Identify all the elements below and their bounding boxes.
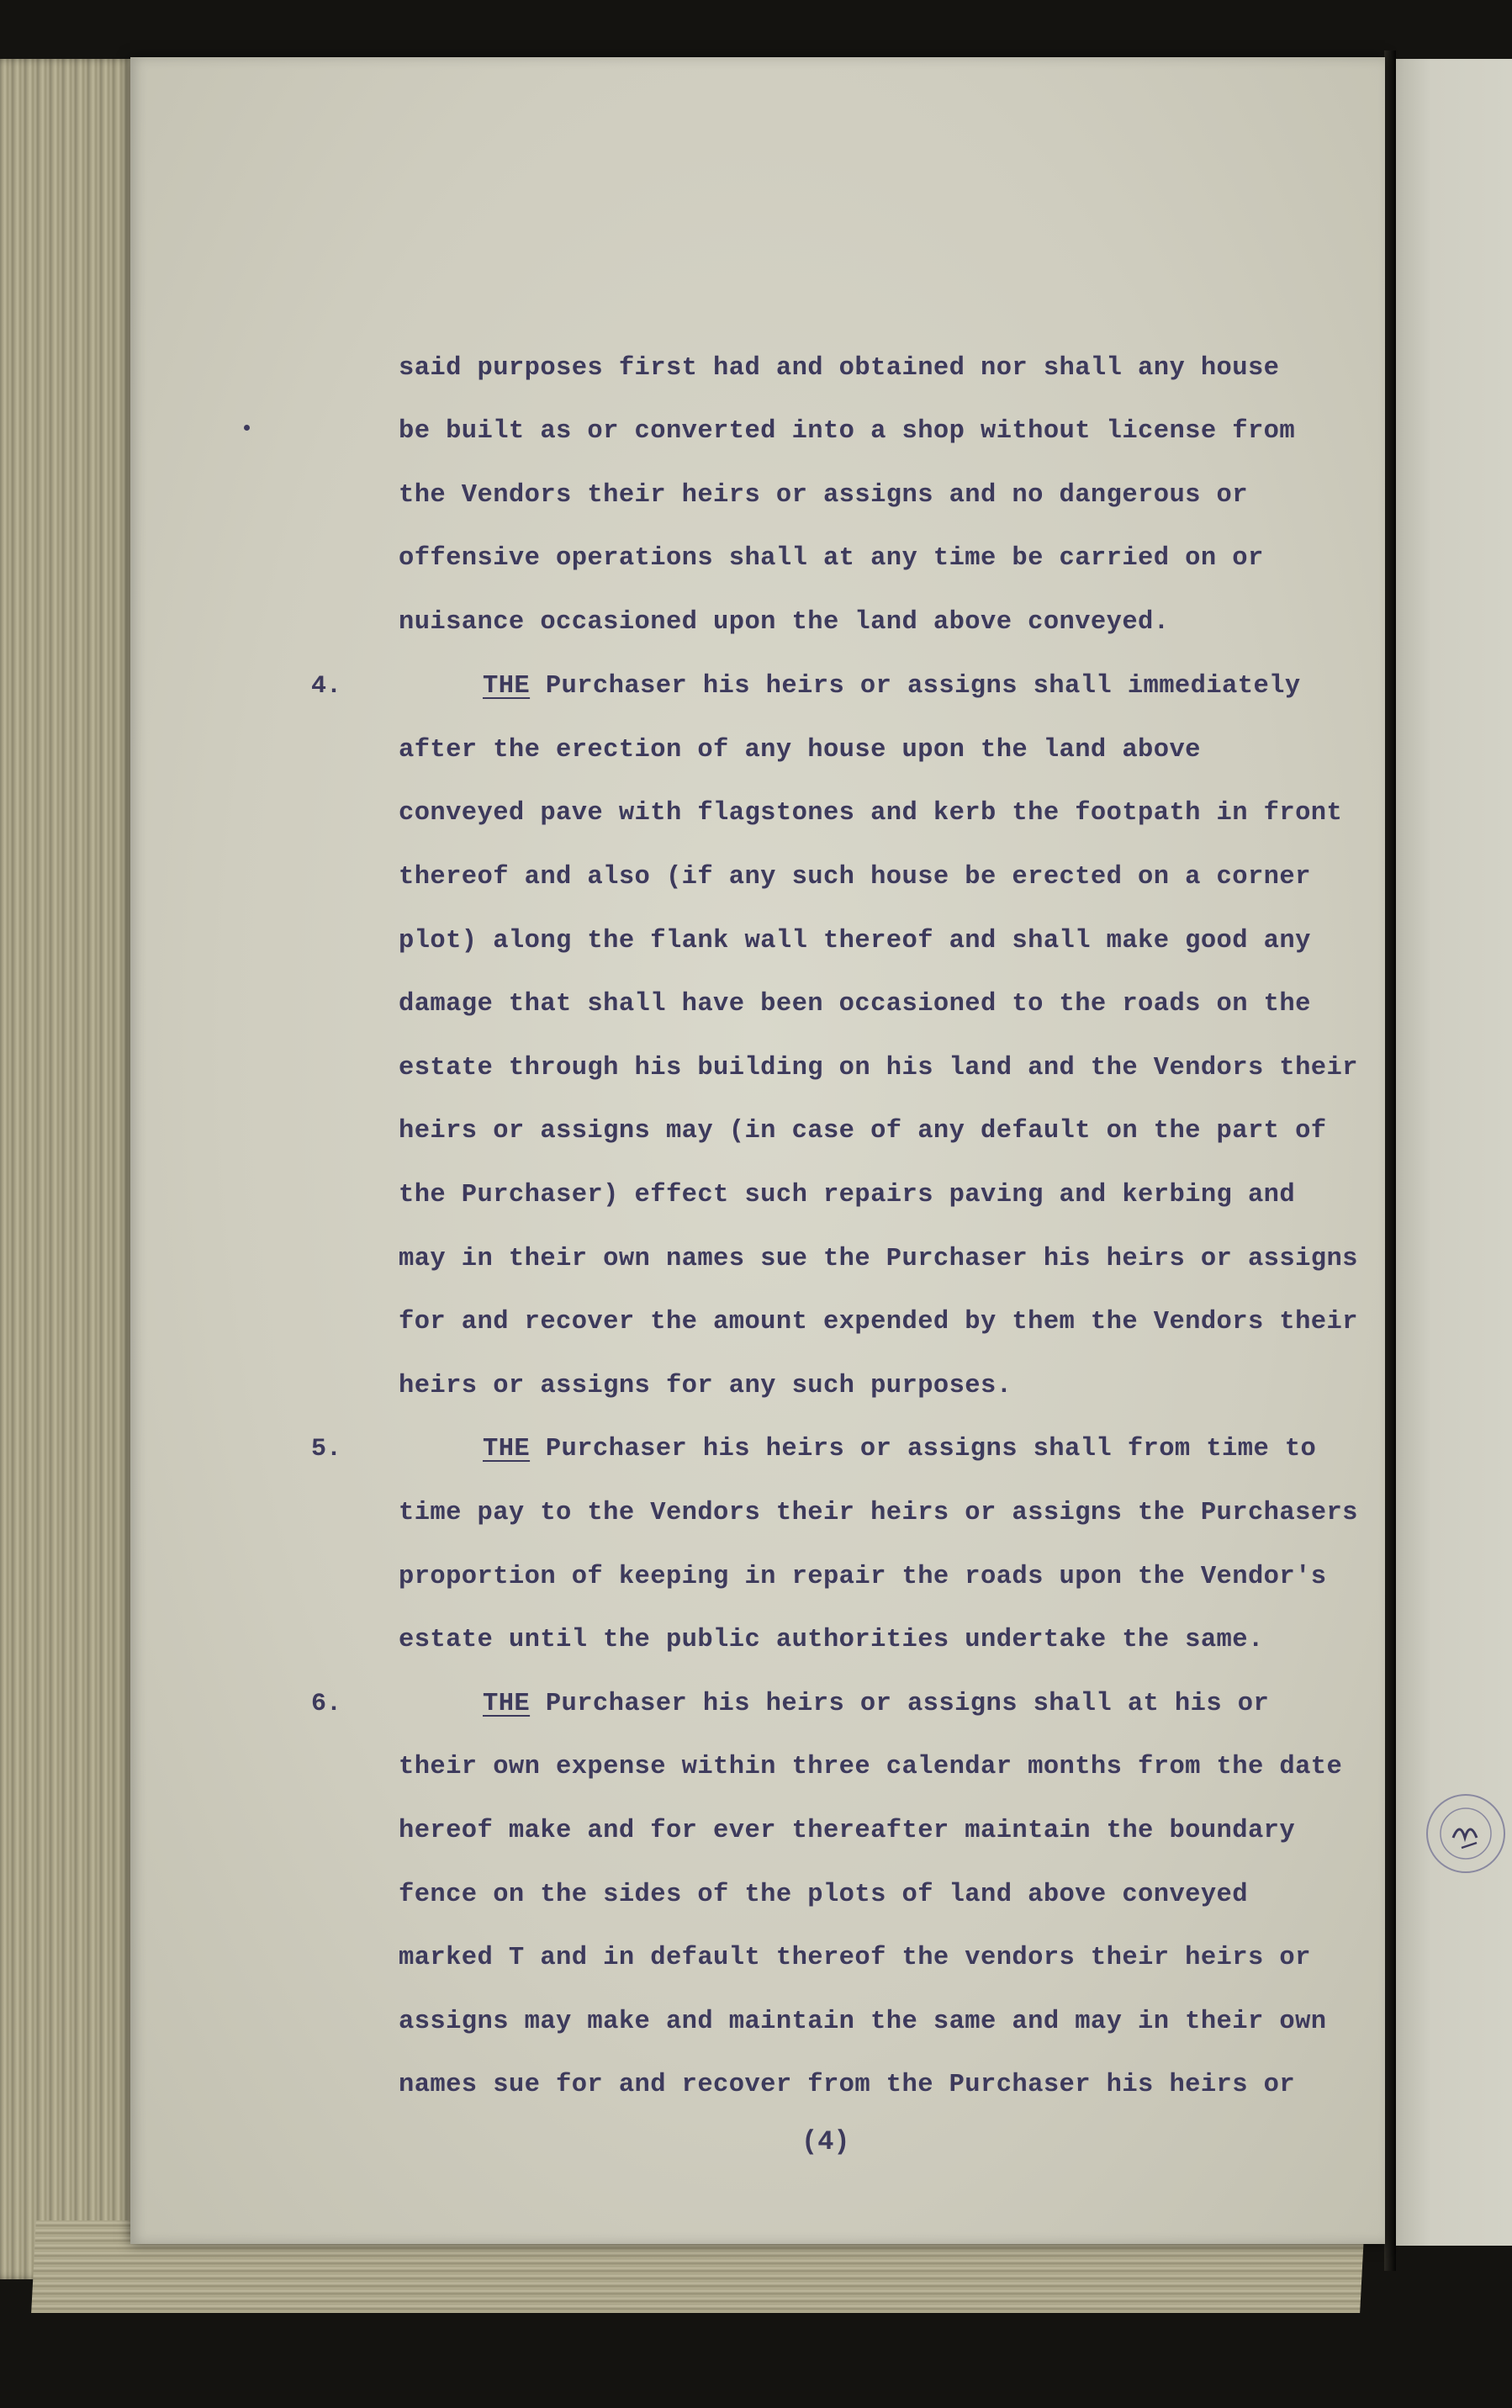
clause-6-lead-word: THE bbox=[483, 1690, 531, 1718]
text-line-5: nuisance occasioned upon the land above conveyed. bbox=[399, 608, 1170, 637]
text-line-2: be built as or converted into a shop without license from bbox=[399, 417, 1296, 446]
page-number: (4) bbox=[801, 2126, 850, 2157]
text-line-13: heirs or assigns may (in case of any default on the part of bbox=[399, 1117, 1327, 1146]
clause-number-4: 4. bbox=[311, 672, 342, 701]
text-line-19: time pay to the Vendors their heirs or assigns the Purchasers bbox=[399, 1499, 1358, 1527]
text-line-23: their own expense within three calendar months from the date bbox=[399, 1753, 1343, 1781]
clause-number-5: 5. bbox=[311, 1435, 342, 1463]
text-line-15: may in their own names sue the Purchaser his heirs or assigns bbox=[399, 1245, 1358, 1273]
text-line-21: estate until the public authorities undertake the same. bbox=[399, 1626, 1264, 1654]
clause-5-first-line-text: Purchaser his heirs or assigns shall from time to bbox=[545, 1435, 1317, 1463]
book-gutter bbox=[1384, 50, 1396, 2271]
text-line-27: assigns may make and maintain the same and may in their own bbox=[399, 2008, 1327, 2036]
text-line-8: conveyed pave with flagstones and kerb the footpath in front bbox=[399, 799, 1343, 828]
text-line-20: proportion of keeping in repair the roads upon the Vendor's bbox=[399, 1563, 1327, 1591]
text-line-4: offensive operations shall at any time be carried on or bbox=[399, 544, 1264, 573]
text-line-28: names sue for and recover from the Purchaser his heirs or bbox=[399, 2071, 1296, 2099]
clause-4-first-line-text: Purchaser his heirs or assigns shall immediately bbox=[545, 672, 1301, 701]
clause-4-lead-word: THE bbox=[483, 672, 531, 701]
text-line-16: for and recover the amount expended by them the Vendors their bbox=[399, 1308, 1358, 1336]
text-line-12: estate through his building on his land and the Vendors their bbox=[399, 1054, 1358, 1082]
text-line-14: the Purchaser) effect such repairs paving and kerbing and bbox=[399, 1181, 1296, 1209]
document-page bbox=[130, 57, 1385, 2244]
text-line-7: after the erection of any house upon the land above bbox=[399, 736, 1201, 765]
text-line-26: marked T and in default thereof the vendors their heirs or bbox=[399, 1944, 1311, 1972]
text-line-3: the Vendors their heirs or assigns and no dangerous or bbox=[399, 481, 1248, 510]
text-line-10: plot) along the flank wall thereof and shall make good any bbox=[399, 927, 1311, 955]
clause-6-first-line bbox=[483, 1689, 1269, 1719]
text-line-9: thereof and also (if any such house be erected on a corner bbox=[399, 863, 1311, 892]
margin-mark bbox=[244, 425, 250, 431]
land-registry-seal-icon bbox=[1419, 1787, 1512, 1880]
text-line-1: said purposes first had and obtained nor shall any house bbox=[399, 354, 1280, 383]
page-stack-left bbox=[0, 59, 139, 2279]
clause-5-lead-word: THE bbox=[483, 1435, 531, 1463]
text-line-24: hereof make and for ever thereafter maintain the boundary bbox=[399, 1817, 1296, 1845]
text-line-25: fence on the sides of the plots of land above conveyed bbox=[399, 1881, 1248, 1909]
text-line-11: damage that shall have been occasioned to the roads on the bbox=[399, 990, 1311, 1019]
clause-number-6: 6. bbox=[311, 1690, 342, 1718]
clause-5-first-line bbox=[483, 1434, 1316, 1464]
clause-6-first-line-text: Purchaser his heirs or assigns shall at his or bbox=[545, 1690, 1270, 1718]
facing-page bbox=[1396, 59, 1512, 2246]
clause-4-first-line bbox=[483, 671, 1301, 701]
text-line-17: heirs or assigns for any such purposes. bbox=[399, 1372, 1012, 1400]
